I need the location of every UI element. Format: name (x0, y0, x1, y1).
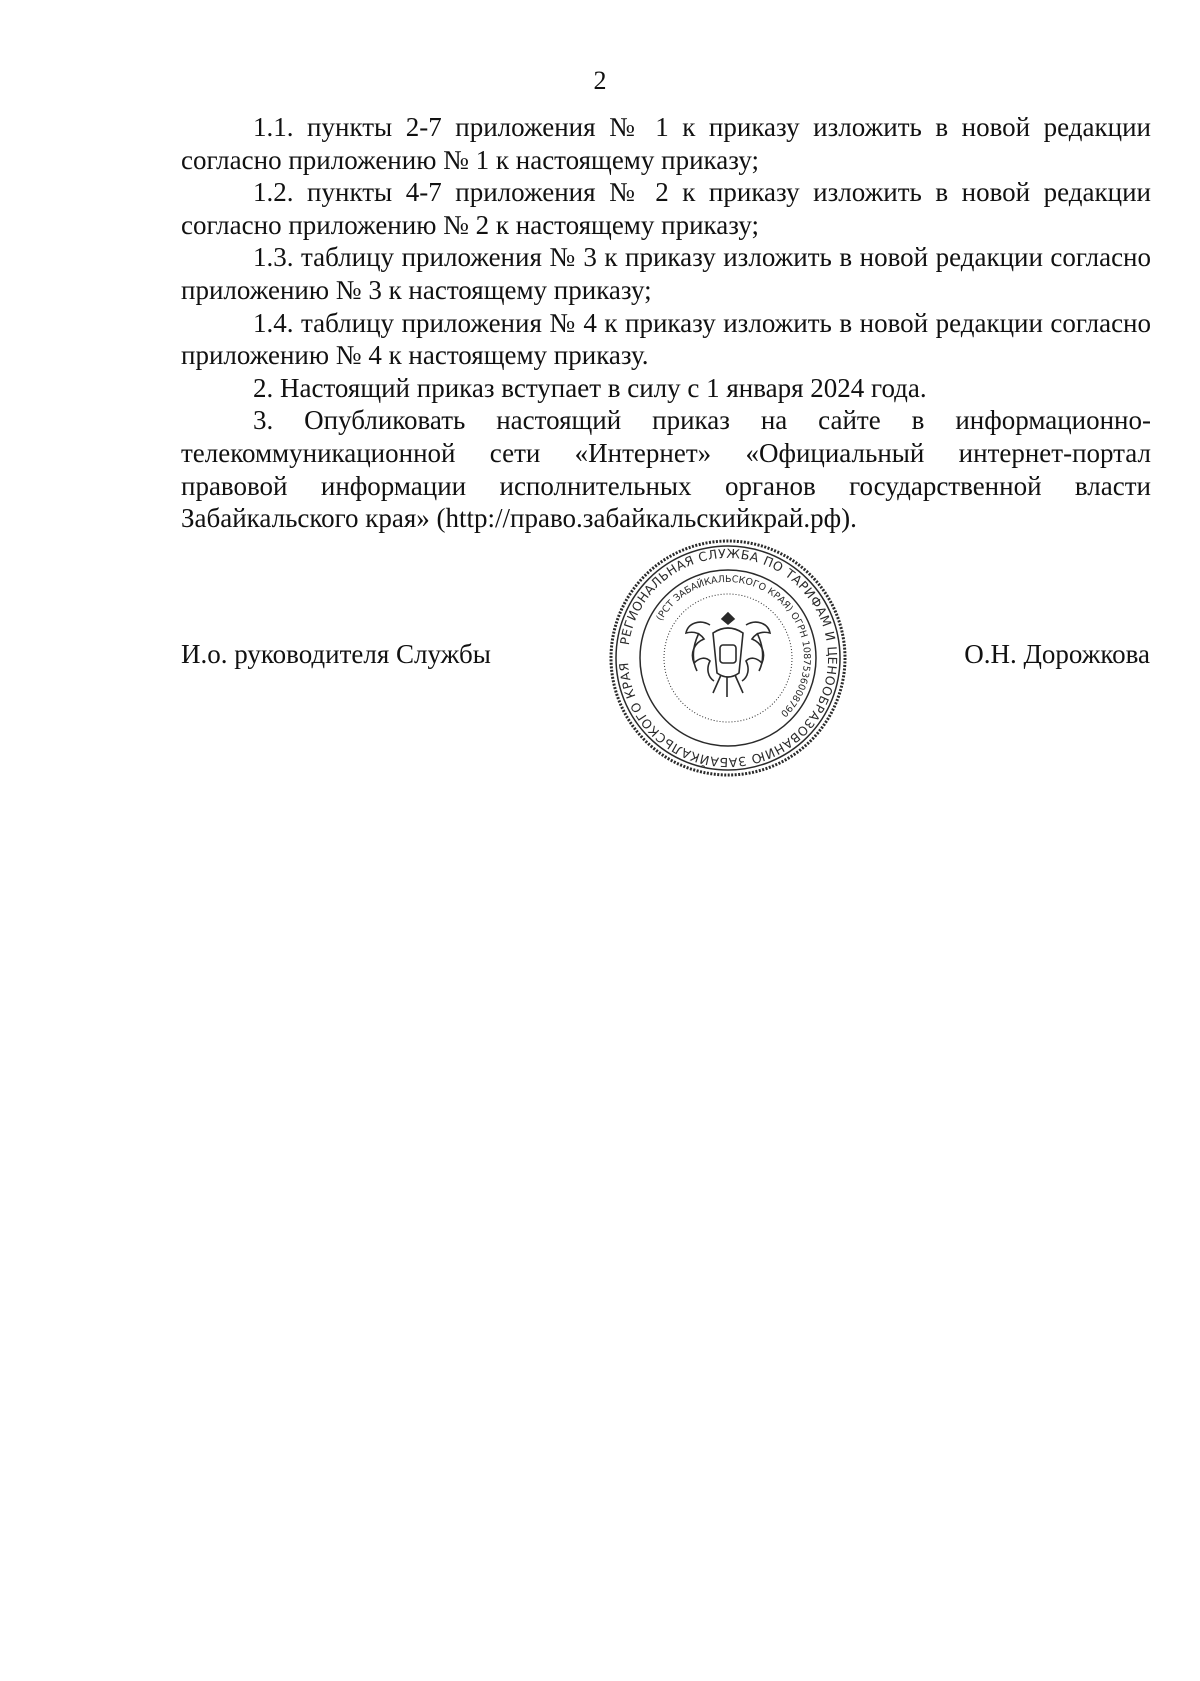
seal-outer-text: РЕГИОНАЛЬНАЯ СЛУЖБА ПО ТАРИФАМ И ЦЕНООБРАЗОВАНИЮ ЗАБАЙКАЛЬСКОГО КРАЯ (616, 545, 841, 771)
paragraph-1-1: 1.1. пункты 2-7 приложения № 1 к приказу изложить в новой редакции согласно приложению № 1 к настоящему приказу; (181, 112, 1151, 175)
paragraph-1-4: 1.4. таблицу приложения № 4 к приказу изложить в новой редакции согласно приложению № 4 к настоящему приказу. (181, 307, 1151, 371)
double-headed-eagle-icon (686, 613, 770, 697)
seal-ring-3 (640, 570, 816, 746)
official-seal (603, 533, 853, 783)
paragraph-1-2: 1.2. пункты 4-7 приложения № 2 к приказу изложить в новой редакции согласно приложению № 2 к настоящему приказу; (181, 177, 1151, 240)
page-number: 2 (593, 66, 607, 95)
signer-position: И.о. руководителя Службы (181, 639, 491, 669)
seal-graphic (603, 533, 853, 783)
seal-inner-text: (РСТ ЗАБАЙКАЛЬСКОГО КРАЯ) ОГРН 1087536008790 (654, 573, 813, 719)
paragraph-1-3: 1.3. таблицу приложения № 3 к приказу изложить в новой редакции согласно приложению № 3 к настоящему приказу; (181, 242, 1151, 305)
signer-name: О.Н. Дорожкова (964, 639, 1150, 669)
paragraph-3: 3. Опубликовать настоящий приказ на сайте в информационно-телекоммуникационной сети «Интернет» «Официальный интернет-портал правовой информации исполнительных органов государственной власти Забайкальского края» (http://право.забайкальскийкрай.рф). (181, 405, 1151, 534)
paragraph-2: 2. Настоящий приказ вступает в силу с 1 января 2024 года. (253, 372, 927, 403)
document-body (181, 111, 1151, 535)
